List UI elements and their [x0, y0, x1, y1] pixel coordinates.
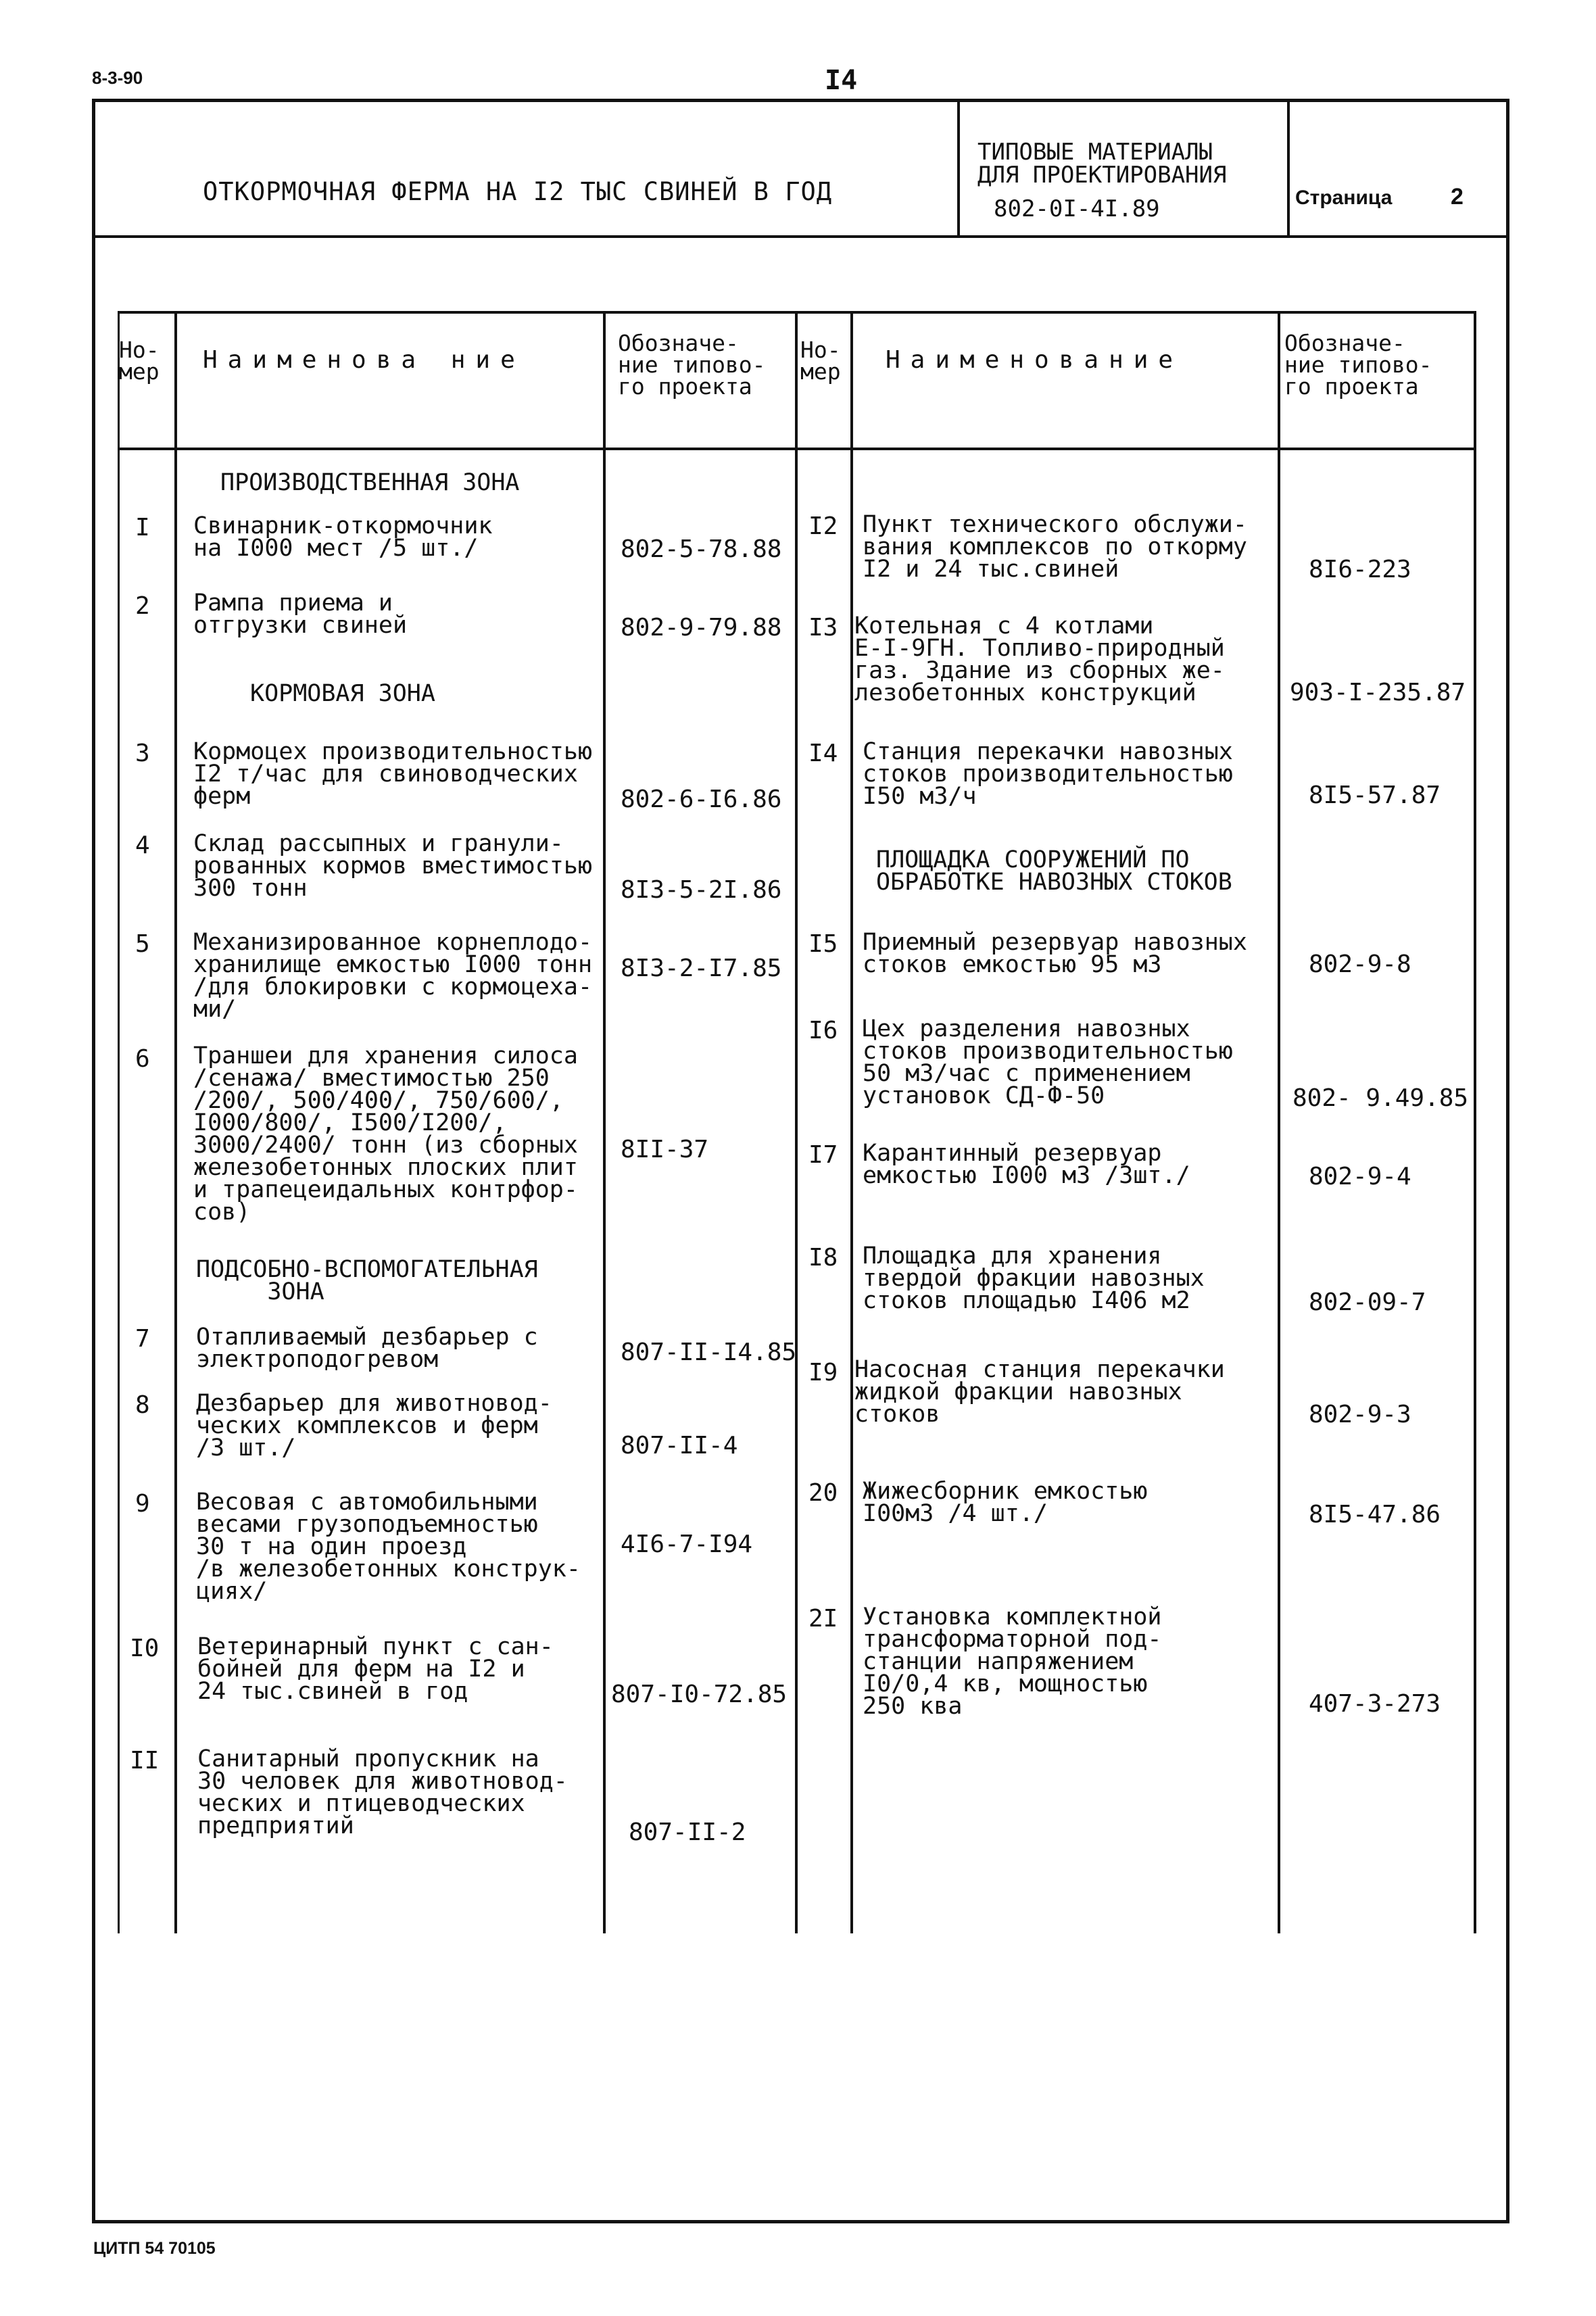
row-name: Приемный резервуар навозных стоков емкостью 95 м3: [863, 929, 1247, 978]
row-name: Пункт технического обслужи- вания комплексов по откорму I2 и 24 тыс.свиней: [863, 511, 1247, 583]
row-name: Установка комплектной трансформаторной под- станции напряжением I0/0,4 кв, мощностью 250 ква: [863, 1603, 1162, 1720]
row-number: 9: [135, 1490, 150, 1518]
frame-top: [93, 99, 1509, 102]
row-number: I3: [808, 614, 838, 642]
document-title: ОТКОРМОЧНАЯ ФЕРМА НА I2 ТЫС СВИНЕЙ В ГОД: [203, 177, 833, 206]
row-designation: 802- 9.49.85: [1292, 1084, 1469, 1112]
row-number: 3: [135, 740, 150, 767]
row-number: 6: [135, 1045, 150, 1073]
header-divider-2: [1287, 99, 1290, 237]
col-rule-5: [850, 311, 853, 1933]
col-header-designation-right: Обозначе- ние типово- го проекта: [1284, 330, 1432, 400]
col-rule-6: [1278, 311, 1280, 1933]
page-number: I4: [825, 65, 858, 96]
row-name: Дезбарьер для животновод- ческих комплексов и ферм /3 шт./: [196, 1390, 552, 1462]
row-number: I2: [808, 512, 838, 540]
row-designation: 807-I0-72.85: [611, 1681, 788, 1708]
row-number: I8: [808, 1244, 838, 1272]
row-number: 2I: [808, 1605, 838, 1633]
row-designation: 8II-37: [621, 1136, 709, 1163]
row-number: 5: [135, 930, 150, 958]
row-designation: 4I6-7-I94: [621, 1530, 753, 1558]
row-name: Станция перекачки навозных стоков производительностью I50 м3/ч: [863, 738, 1233, 810]
row-designation: 802-9-4: [1309, 1163, 1411, 1190]
row-designation: 802-6-I6.86: [621, 786, 782, 813]
col-rule-4: [795, 311, 798, 1933]
row-number: I9: [808, 1359, 838, 1386]
row-name: Санитарный пропускник на 30 человек для животновод- ческих и птицеводческих предприятий: [197, 1745, 568, 1839]
col-rule-7: [1474, 311, 1476, 1933]
row-designation: 8I5-57.87: [1309, 781, 1441, 809]
page-label: Страница: [1295, 187, 1393, 209]
row-designation: 903-I-235.87: [1290, 679, 1466, 706]
frame-left: [92, 99, 95, 2223]
row-name: Весовая с автомобильными весами грузоподъемностью 30 т на один проезд /в железобетонных конструк- циях/: [196, 1489, 581, 1605]
row-number: I0: [130, 1635, 160, 1662]
row-number: 4: [135, 831, 150, 859]
row-name: Карантинный резервуар емкостью I000 м3 /3шт./: [863, 1140, 1190, 1189]
header-divider-1: [957, 99, 960, 237]
row-designation: 8I3-5-2I.86: [621, 876, 782, 904]
row-designation: 802-09-7: [1309, 1288, 1426, 1316]
row-name: Рампа приема и отгрузки свиней: [193, 589, 408, 639]
row-number: I: [135, 514, 150, 541]
row-name: Склад рассыпных и гранули- рованных кормов вместимостью 300 тонн: [193, 830, 593, 902]
row-number: 7: [135, 1325, 150, 1353]
row-number: 20: [808, 1479, 838, 1507]
row-name: Насосная станция перекачки жидкой фракции навозных стоков: [854, 1356, 1225, 1428]
zone-heading: КОРМОВАЯ ЗОНА: [250, 680, 435, 707]
row-designation: 802-5-78.88: [621, 535, 782, 563]
row-designation: 807-II-I4.85: [621, 1338, 797, 1366]
row-name: Механизированное корнеплодо- хранилище емкостью I000 тонн /для блокировки с кормоцеха- ми/: [193, 929, 593, 1023]
row-name: Площадка для хранения твердой фракции навозных стоков площадью I406 м2: [863, 1243, 1205, 1314]
series-label: ТИПОВЫЕ МАТЕРИАЛЫ ДЛЯ ПРОЕКТИРОВАНИЯ: [977, 139, 1227, 189]
row-designation: 802-9-79.88: [621, 614, 782, 642]
row-designation: 802-9-3: [1309, 1401, 1411, 1428]
row-designation: 807-II-4: [621, 1432, 738, 1459]
zone-heading: ПОДСОБНО-ВСПОМОГАТЕЛЬНАЯ ЗОНА: [196, 1256, 538, 1305]
col-header-number-right: Но- мер: [800, 337, 841, 385]
col-header-number-left: Но- мер: [119, 337, 160, 385]
series-code: 802-0I-4I.89: [994, 195, 1160, 222]
sheet-code: 8-3-90: [92, 68, 143, 88]
row-name: Свинарник-откормочник на I000 мест /5 шт./: [193, 512, 493, 562]
zone-heading: ПЛОЩАДКА СООРУЖЕНИЙ ПО ОБРАБОТКЕ НАВОЗНЫХ СТОКОВ: [876, 846, 1232, 896]
row-number: I5: [808, 930, 838, 958]
row-number: 8: [135, 1391, 150, 1419]
col-rule-2: [174, 311, 177, 1933]
row-designation: 802-9-8: [1309, 950, 1411, 978]
row-name: Жижесборник емкостью I00м3 /4 шт./: [863, 1478, 1148, 1527]
row-name: Цех разделения навозных стоков производительностью 50 м3/час с применением установок СД-Ф-50: [863, 1015, 1233, 1109]
col-header-designation-left: Обозначе- ние типово- го проекта: [618, 330, 766, 400]
frame-bottom: [92, 2220, 1509, 2223]
row-designation: 407-3-273: [1309, 1690, 1441, 1718]
row-designation: 807-II-2: [629, 1818, 746, 1846]
row-name: Отапливаемый дезбарьер с электроподогревом: [196, 1324, 538, 1373]
row-number: II: [130, 1747, 160, 1775]
row-designation: 8I5-47.86: [1309, 1501, 1441, 1528]
row-designation: 8I3-2-I7.85: [621, 955, 782, 982]
row-number: I4: [808, 740, 838, 767]
frame-right: [1506, 99, 1509, 2223]
row-number: I7: [808, 1141, 838, 1169]
row-name: Котельная с 4 котлами Е-I-9ГН. Топливо-природный газ. Здание из сборных же- лезобетонных конструкций: [854, 612, 1225, 706]
row-number: 2: [135, 592, 150, 620]
header-bottom-rule: [93, 235, 1509, 238]
page-value: 2: [1451, 184, 1464, 210]
row-name: Траншеи для хранения силоса /сенажа/ вместимостью 250 /200/, 500/400/, 750/600/, I000/800/, I500/I200/, 3000/2400/ тонн (из сборных железобетонных плоских плит и трапецеидальных контрфор- сов): [193, 1042, 578, 1226]
col-header-name-right: Наименование: [886, 346, 1184, 374]
col-header-name-left: Наименова ние: [203, 346, 525, 374]
row-name: Ветеринарный пункт с сан- бойней для ферм на I2 и 24 тыс.свиней в год: [197, 1633, 554, 1705]
zone-heading: ПРОИЗВОДСТВЕННАЯ ЗОНА: [220, 469, 520, 496]
row-number: I6: [808, 1017, 838, 1044]
row-designation: 8I6-223: [1309, 556, 1411, 583]
col-rule-1: [118, 311, 120, 1933]
footer-stamp: ЦИТП 54 70105: [93, 2239, 216, 2258]
row-name: Кормоцех производительностью I2 т/час для свиноводческих ферм: [193, 738, 593, 810]
col-rule-3: [603, 311, 606, 1933]
